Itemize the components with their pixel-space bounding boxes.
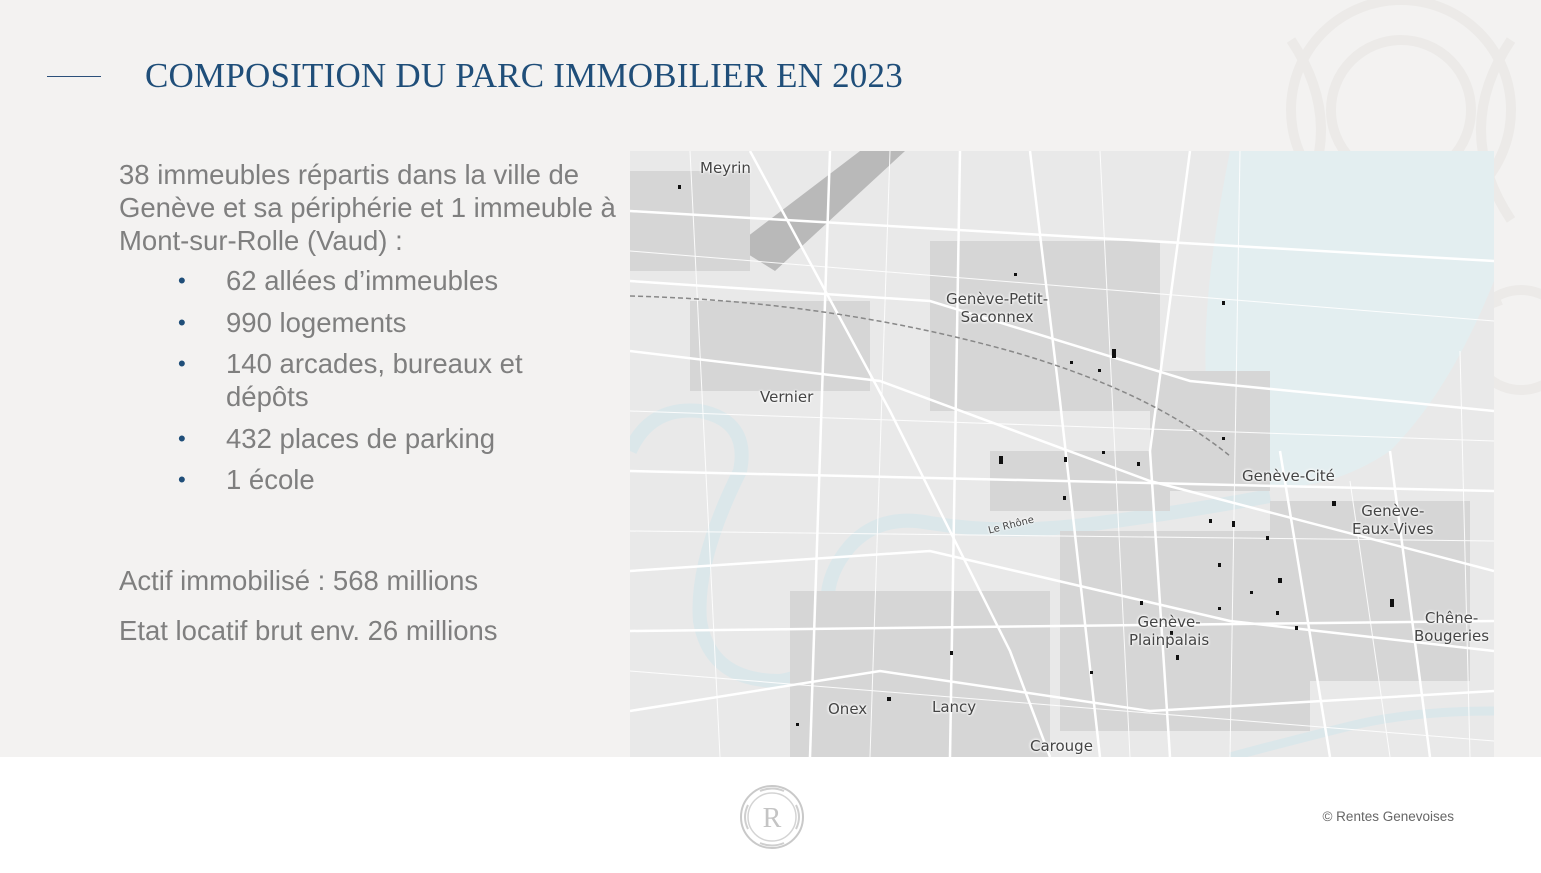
map-label-petit-saconnex: Genève-Petit- Saconnex — [946, 290, 1049, 326]
map-label-vernier: Vernier — [760, 388, 814, 406]
bullet-icon: • — [178, 268, 186, 293]
bullet-icon: • — [178, 467, 186, 492]
map-label-lancy: Lancy — [932, 698, 977, 716]
intro-text: 38 immeubles répartis dans la ville de Genève et sa périphérie et 1 immeuble à Mont-sur-Rolle (Vaud) : — [119, 159, 616, 256]
map-label-meyrin: Meyrin — [700, 159, 751, 177]
bullet-list — [178, 264, 598, 505]
page-title: COMPOSITION DU PARC IMMOBILIER EN 2023 — [145, 56, 903, 95]
list-item: • 140 arcades, bureaux et dépôts — [178, 348, 523, 412]
list-item: • 62 allées d’immeubles — [178, 265, 499, 296]
map-label-plainpalais: Genève- Plainpalais — [1129, 613, 1210, 649]
rentes-genevoises-logo-icon — [738, 783, 806, 851]
map-graphic — [630, 151, 1494, 757]
list-item: • 990 logements — [178, 306, 407, 338]
etat-locatif-text: Etat locatif brut env. 26 millions — [119, 615, 498, 646]
map-label-onex: Onex — [828, 700, 868, 718]
geneva-map — [630, 151, 1494, 757]
bullet-icon: • — [178, 309, 186, 335]
map-label-geneve-cite: Genève-Cité — [1242, 467, 1335, 485]
copyright-text: © Rentes Genevoises — [1322, 809, 1454, 824]
svg-text:R: R — [762, 803, 782, 834]
map-label-carouge: Carouge — [1030, 737, 1093, 755]
list-item: • 432 places de parking — [178, 422, 496, 454]
bullet-icon: • — [178, 425, 186, 451]
actif-immobilise-text: Actif immobilisé : 568 millions — [119, 565, 479, 596]
title-rule — [47, 76, 101, 77]
bullet-icon: • — [178, 351, 186, 376]
list-item: • 1 école — [178, 464, 315, 495]
map-label-chene-bougeries: Chêne- Bougeries — [1414, 609, 1490, 645]
map-label-rhone: Le Rhône — [987, 514, 1036, 537]
map-label-eaux-vives: Genève- Eaux-Vives — [1352, 502, 1434, 538]
